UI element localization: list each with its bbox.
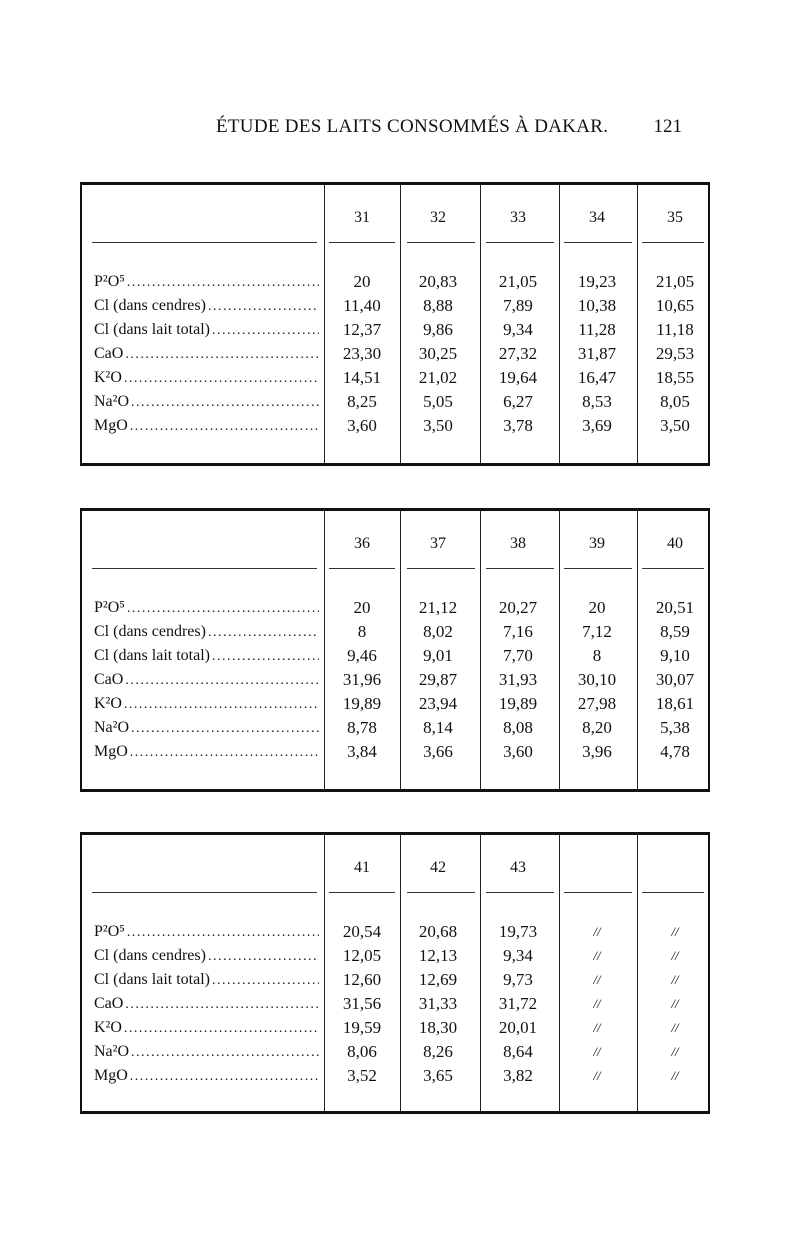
table-cell: 19,64 [498,368,538,387]
table-cell: 7,16 [503,622,533,641]
row-label-text: Na²O [94,393,130,410]
header-rule [642,892,704,893]
table-cell: 20,27 [498,598,538,617]
column-header: 37 [430,535,446,552]
table-cell: 5,38 [660,718,690,737]
table-cell: // [671,996,679,1011]
column-divider [324,835,325,1111]
row-label [94,1065,319,1087]
column-divider [637,835,638,1111]
header-rule [486,892,554,893]
table-cell: 19,73 [498,922,538,941]
row-label-text: Na²O [94,719,130,736]
column-divider [637,511,638,789]
table-cell: 8,20 [582,718,612,737]
row-label [94,319,319,341]
column-header: 33 [510,209,526,226]
table-cell: 31,96 [342,670,382,689]
table-cell: 9,46 [347,646,377,665]
table-cell: 10,38 [577,296,617,315]
table-cell: 3,84 [347,742,377,761]
table-cell: 20,51 [655,598,695,617]
header-rule [92,242,317,243]
table-cell: 3,65 [423,1066,453,1085]
table-cell: // [593,1068,601,1083]
table-cell: 3,69 [582,416,612,435]
table-cell: 31,93 [498,670,538,689]
row-label [94,969,319,991]
table-cell: 12,69 [418,970,458,989]
column-header: 41 [354,859,370,876]
row-label [94,415,319,437]
table-cell: 3,50 [423,416,453,435]
column-divider [324,185,325,463]
running-head: ÉTUDE DES LAITS CONSOMMÉS À DAKAR. [216,116,609,137]
table-cell: 30,07 [655,670,695,689]
table-cell: 20,54 [342,922,382,941]
table-cell: 3,66 [423,742,453,761]
table-cell: 8 [592,646,602,665]
table-cell: 19,89 [342,694,382,713]
column-header: 31 [354,209,370,226]
table-cell: 3,50 [660,416,690,435]
column-header: 40 [667,535,683,552]
row-label-text: Cl (dans lait total) [94,647,210,664]
row-label-text: Cl (dans lait total) [94,971,210,988]
column-divider [559,185,560,463]
row-label [94,717,319,739]
column-header: 32 [430,209,446,226]
row-label-text: Cl (dans cendres) [94,947,206,964]
table-cell: 30,25 [418,344,458,363]
table-cell: 23,30 [342,344,382,363]
table-cell: // [593,996,601,1011]
table-cell: 3,96 [582,742,612,761]
table-cell: 31,56 [342,994,382,1013]
column-divider [400,511,401,789]
header-rule [564,568,632,569]
row-label-text: P²O⁵ [94,599,125,616]
table-cell: 10,65 [655,296,695,315]
table-cell: 8 [357,622,367,641]
table-cell: // [593,972,601,987]
table-cell: 9,01 [423,646,453,665]
table-cell: // [671,1044,679,1059]
table-cell: 11,28 [578,320,616,339]
table-cell: 9,10 [660,646,690,665]
table-cell: 9,86 [423,320,453,339]
header-rule [642,242,704,243]
table-cell: 8,59 [660,622,690,641]
data-table-1 [80,182,710,466]
row-label [94,645,319,667]
table-cell: 21,05 [498,272,538,291]
table-cell: 8,26 [423,1042,453,1061]
table-cell: // [671,972,679,987]
table-cell: 20 [353,598,371,617]
table-cell: 31,87 [577,344,617,363]
column-divider [480,185,481,463]
data-table-2 [80,508,710,792]
row-label [94,597,319,619]
row-label-text: Cl (dans cendres) [94,623,206,640]
page-number: 121 [653,116,682,137]
table-cell: 12,05 [342,946,382,965]
header-rule [329,242,395,243]
row-label-text: K²O [94,1019,122,1036]
row-label [94,669,319,691]
table-cell: // [671,1020,679,1035]
table-cell: 29,87 [418,670,458,689]
table-cell: 9,34 [503,320,533,339]
table-cell: 18,30 [418,1018,458,1037]
table-cell: // [593,924,601,939]
table-cell: 8,53 [582,392,612,411]
table-cell: 14,51 [342,368,382,387]
column-header: 42 [430,859,446,876]
row-label-text: MgO [94,417,128,434]
table-cell: 27,98 [577,694,617,713]
table-cell: 11,40 [343,296,381,315]
column-header: 43 [510,859,526,876]
table-cell: 16,47 [577,368,617,387]
row-label-text: Cl (dans lait total) [94,321,210,338]
row-label-text: CaO [94,671,124,688]
header-rule [407,242,475,243]
row-label-text: K²O [94,695,122,712]
table-cell: 9,73 [503,970,533,989]
table-cell: 3,82 [503,1066,533,1085]
header-rule [642,568,704,569]
header-rule [486,568,554,569]
table-cell: 8,14 [423,718,453,737]
table-cell: 31,72 [498,994,538,1013]
row-label [94,741,319,763]
table-cell: 8,08 [503,718,533,737]
header-rule [92,568,317,569]
table-cell: 18,61 [655,694,695,713]
table-cell: 8,88 [423,296,453,315]
row-label [94,1041,319,1063]
column-header: 39 [589,535,605,552]
header-rule [564,242,632,243]
column-divider [400,835,401,1111]
table-cell: 3,60 [503,742,533,761]
table-cell: 20 [588,598,606,617]
column-header: 36 [354,535,370,552]
header-rule [329,568,395,569]
row-label-text: MgO [94,743,128,760]
table-cell: // [671,948,679,963]
row-label [94,391,319,413]
table-cell: 8,78 [347,718,377,737]
table-cell: 19,23 [577,272,617,291]
header-rule [329,892,395,893]
table-cell: 8,06 [347,1042,377,1061]
row-label-text: K²O [94,369,122,386]
row-label [94,921,319,943]
row-label-text: P²O⁵ [94,273,125,290]
table-cell: 21,05 [655,272,695,291]
row-label-text: MgO [94,1067,128,1084]
table-cell: 8,02 [423,622,453,641]
table-cell: 20 [353,272,371,291]
table-cell: 11,18 [656,320,694,339]
table-cell: 6,27 [503,392,533,411]
row-label [94,693,319,715]
table-cell: 21,02 [418,368,458,387]
column-divider [559,511,560,789]
column-divider [559,835,560,1111]
table-cell: // [671,1068,679,1083]
header-rule [564,892,632,893]
table-cell: 9,34 [503,946,533,965]
column-divider [480,511,481,789]
row-label [94,343,319,365]
table-cell: // [593,948,601,963]
row-label-text: CaO [94,995,124,1012]
table-cell: 20,68 [418,922,458,941]
table-cell: 7,89 [503,296,533,315]
table-cell: 19,89 [498,694,538,713]
table-cell: 18,55 [655,368,695,387]
row-label [94,295,319,317]
table-cell: 7,70 [503,646,533,665]
column-header: 34 [589,209,605,226]
table-cell: 21,12 [418,598,458,617]
table-cell: 31,33 [418,994,458,1013]
table-cell: 4,78 [660,742,690,761]
table-cell: 3,60 [347,416,377,435]
header-rule [407,568,475,569]
row-label [94,1017,319,1039]
table-cell: 19,59 [342,1018,382,1037]
row-label-text: Cl (dans cendres) [94,297,206,314]
row-label [94,271,319,293]
table-cell: 8,64 [503,1042,533,1061]
column-divider [480,835,481,1111]
header-rule [92,892,317,893]
table-cell: 3,52 [347,1066,377,1085]
table-cell: // [593,1020,601,1035]
table-cell: 20,83 [418,272,458,291]
row-label [94,621,319,643]
table-cell: 23,94 [418,694,458,713]
header-rule [486,242,554,243]
column-header: 38 [510,535,526,552]
table-cell: 29,53 [655,344,695,363]
row-label [94,367,319,389]
table-cell: 30,10 [577,670,617,689]
table-cell: 8,05 [660,392,690,411]
table-cell: // [593,1044,601,1059]
row-label-text: CaO [94,345,124,362]
column-divider [324,511,325,789]
row-label-text: P²O⁵ [94,923,125,940]
table-cell: 12,13 [418,946,458,965]
table-cell: 12,37 [342,320,382,339]
column-divider [400,185,401,463]
row-label [94,945,319,967]
column-divider [637,185,638,463]
row-label-text: Na²O [94,1043,130,1060]
column-header: 35 [667,209,683,226]
table-cell: 5,05 [423,392,453,411]
table-cell: 12,60 [342,970,382,989]
table-cell: 3,78 [503,416,533,435]
table-cell: 7,12 [582,622,612,641]
table-cell: 20,01 [498,1018,538,1037]
row-label [94,993,319,1015]
header-rule [407,892,475,893]
table-cell: 27,32 [498,344,538,363]
table-cell: // [671,924,679,939]
page-header [80,116,710,144]
data-table-3 [80,832,710,1114]
table-cell: 8,25 [347,392,377,411]
